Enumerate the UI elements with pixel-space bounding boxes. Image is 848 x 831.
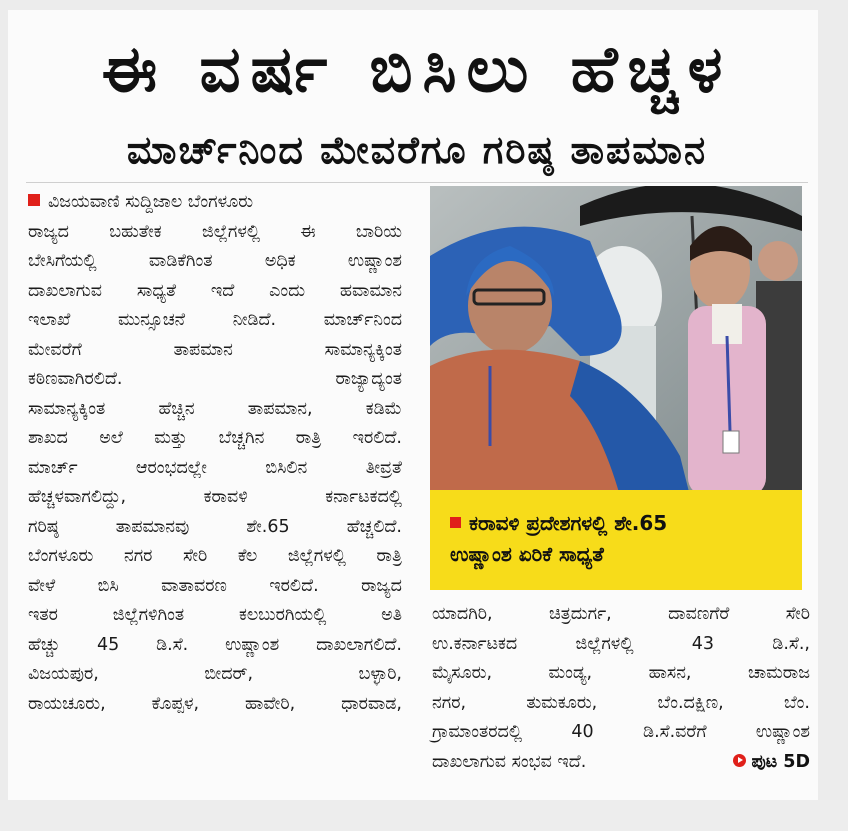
newspaper-clipping [8,10,818,800]
body-line: ಕಠಿಣವಾಗಿರಲಿದೆ. ರಾಜ್ಯಾದ್ಯಂತ [28,369,402,389]
body-line: ಗರಿಷ್ಠ ತಾಪಮಾನವು ಶೇ.65 ಹೆಚ್ಚಲಿದೆ. [28,516,402,537]
left-column-body [28,218,402,720]
body-line: ಹೆಚ್ಚಳವಾಗಲಿದ್ದು, ಕರಾವಳಿ ಕರ್ನಾಟಕದಲ್ಲಿ [28,487,402,507]
body-line: ದಾಖಲಾಗುವ ಸಾಧ್ಯತೆ ಇದೆ ಎಂದು ಹವಾಮಾನ [28,280,402,301]
highlight-text [450,508,788,570]
body-line: ಹೆಚ್ಚು 45 ಡಿ.ಸೆ. ಉಷ್ಣಾಂಶ ದಾಖಲಾಗಲಿದೆ. [28,634,402,655]
dateline-text: ವಿಜಯವಾಣಿ ಸುದ್ದಿಜಾಲ ಬೆಂಗಳೂರು [48,192,254,212]
body-line: ರಾಯಚೂರು, ಕೊಪ್ಪಳ, ಹಾವೇರಿ, ಧಾರವಾಡ, [28,693,402,714]
play-circle-icon [733,754,746,767]
right-column-body [432,600,810,748]
subheadline: ಮಾರ್ಚ್‌ನಿಂದ ಮೇವರೆಗೂ ಗರಿಷ್ಠ ತಾಪಮಾನ [126,128,708,172]
body-line: ಮೈಸೂರು, ಮಂಡ್ಯ, ಹಾಸನ, ಚಾಮರಾಜ [432,663,810,683]
body-line: ಮೇವರೆಗೆ ತಾಪಮಾನ ಸಾಮಾನ್ಯಕ್ಕಿಂತ [28,339,402,360]
jump-label: ಪುಟ 5D [751,751,810,772]
body-line: ಶಾಖದ ಅಲೆ ಮತ್ತು ಬೆಚ್ಚಗಿನ ರಾತ್ರಿ ಇರಲಿದೆ. [28,428,402,448]
bottom-margin [0,800,848,831]
body-line: ಸಾಮಾನ್ಯಕ್ಕಿಂತ ಹೆಚ್ಚಿನ ತಾಪಮಾನ, ಕಡಿಮೆ [28,398,402,419]
left-column [28,188,402,719]
red-square-bullet-icon [450,517,461,528]
news-photo [430,186,802,496]
body-line: ವೇಳೆ ಬಿಸಿ ವಾತಾವರಣ ಇರಲಿದೆ. ರಾಜ್ಯದ [28,575,402,596]
photo-illustration [430,186,802,496]
body-line: ಬೇಸಿಗೆಯಲ್ಲಿ ವಾಡಿಕೆಗಿಂತ ಅಧಿಕ ಉಷ್ಣಾಂಶ [28,251,402,271]
body-line: ನಗರ, ತುಮಕೂರು, ಬೆಂ.ದಕ್ಷಿಣ, ಬೆಂ. [432,692,810,713]
body-line: ಇಲಾಖೆ ಮುನ್ಸೂಚನೆ ನೀಡಿದೆ. ಮಾರ್ಚ್‌ನಿಂದ [28,310,402,330]
body-line: ರಾಜ್ಯದ ಬಹುತೇಕ ಜಿಲ್ಲೆಗಳಲ್ಲಿ ಈ ಬಾರಿಯ [28,221,402,242]
body-line: ದಾಖಲಾಗುವ ಸಂಭವ ಇದೆ. [432,751,587,772]
right-column [432,600,810,777]
header-divider [26,182,808,183]
highlight-box [430,490,802,590]
right-column-last-line [432,748,810,778]
body-line: ಇತರ ಜಿಲ್ಲೆಗಳಿಗಿಂತ ಕಲಬುರಗಿಯಲ್ಲಿ ಅತಿ [28,605,402,625]
body-line: ಯಾದಗಿರಿ, ಚಿತ್ರದುರ್ಗ, ದಾವಣಗೆರೆ ಸೇರಿ [432,604,810,624]
continued-on-page-link[interactable] [733,748,810,778]
body-line: ಉ.ಕರ್ನಾಟಕದ ಜಿಲ್ಲೆಗಳಲ್ಲಿ 43 ಡಿ.ಸೆ., [432,633,810,654]
red-square-bullet-icon [28,194,40,206]
highlight-line-2: ಉಷ್ಣಾಂಶ ಏರಿಕೆ ಸಾಧ್ಯತೆ [450,542,604,566]
body-line: ಗ್ರಾಮಾಂತರದಲ್ಲಿ 40 ಡಿ.ಸೆ.ವರೆಗೆ ಉಷ್ಣಾಂಶ [432,722,810,742]
headline: ಈ ವರ್ಷ ಬಿಸಿಲು ಹೆಚ್ಚಳ [101,33,733,107]
body-line: ವಿಜಯಪುರ, ಬೀದರ್, ಬಳ್ಳಾರಿ, [28,664,402,684]
dateline [28,188,402,218]
highlight-line-1: ಕರಾವಳಿ ಪ್ರದೇಶಗಳಲ್ಲಿ ಶೇ.65 [469,511,668,535]
body-line: ಬೆಂಗಳೂರು ನಗರ ಸೇರಿ ಕೆಲ ಜಿಲ್ಲೆಗಳಲ್ಲಿ ರಾತ್ರಿ [28,546,402,566]
body-line: ಮಾರ್ಚ್ ಆರಂಭದಲ್ಲೇ ಬಿಸಿಲಿನ ತೀವ್ರತೆ [28,457,402,478]
